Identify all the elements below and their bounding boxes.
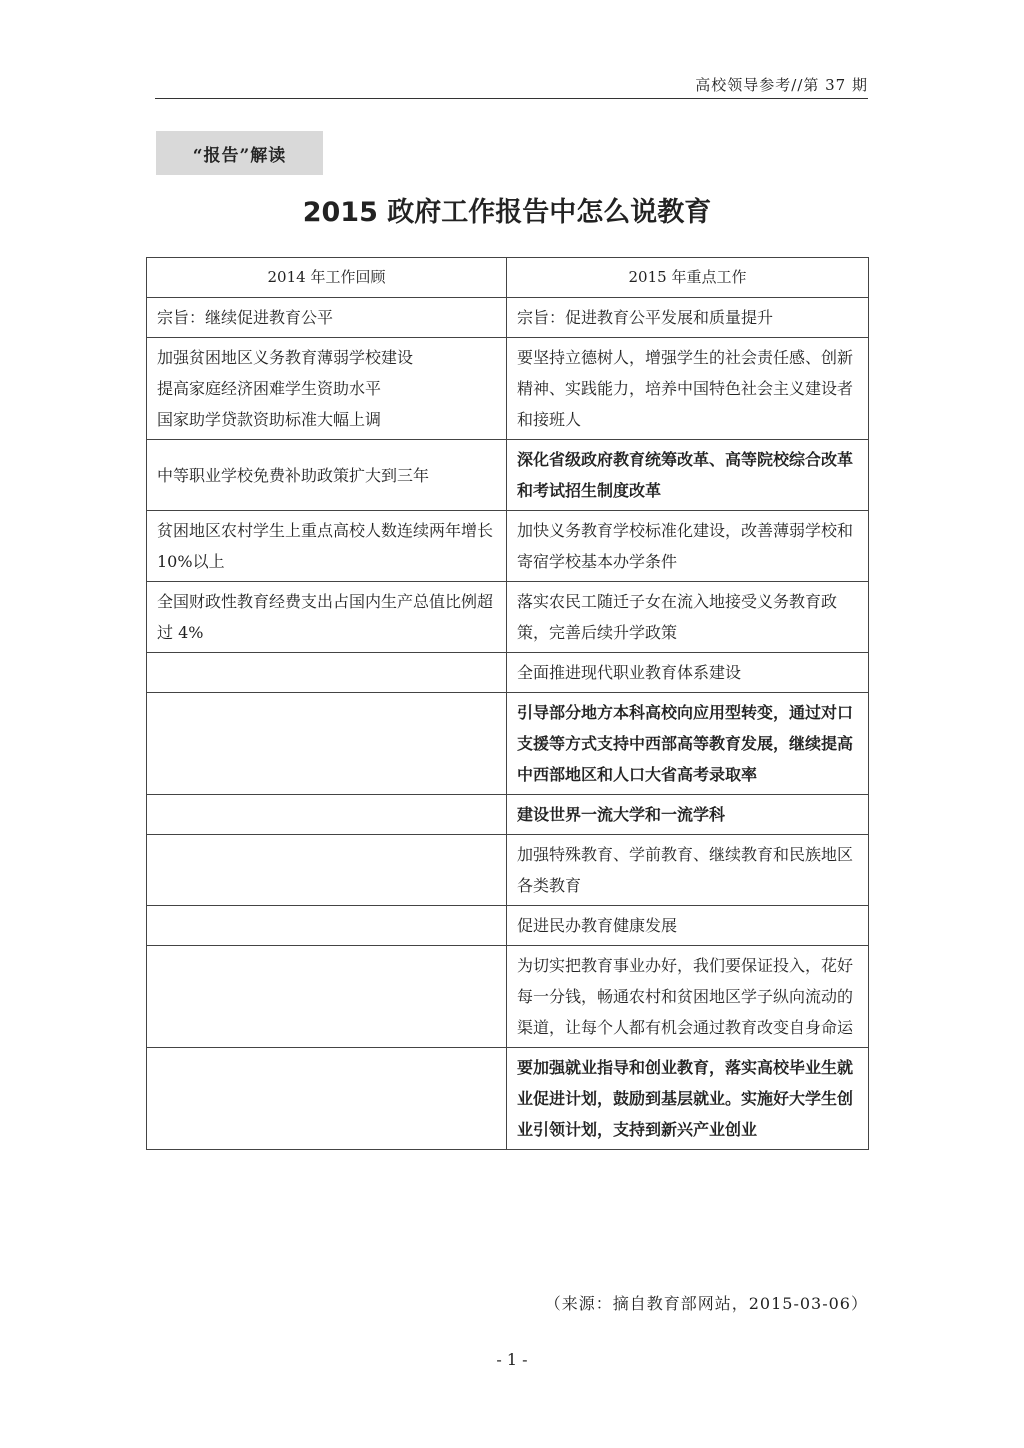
cell-2015-priority: 全面推进现代职业教育体系建设 bbox=[507, 653, 869, 693]
cell-2014-review: 中等职业学校免费补助政策扩大到三年 bbox=[147, 440, 507, 511]
table-row bbox=[147, 653, 869, 693]
cell-2014-review bbox=[147, 906, 507, 946]
cell-2015-priority: 促进民办教育健康发展 bbox=[507, 906, 869, 946]
cell-2015-priority: 落实农民工随迁子女在流入地接受义务教育政策，完善后续升学政策 bbox=[507, 582, 869, 653]
cell-2015-priority: 加强特殊教育、学前教育、继续教育和民族地区各类教育 bbox=[507, 835, 869, 906]
cell-2015-priority: 深化省级政府教育统筹改革、高等院校综合改革和考试招生制度改革 bbox=[507, 440, 869, 511]
cell-2015-priority: 宗旨：促进教育公平发展和质量提升 bbox=[507, 298, 869, 338]
cell-2014-review: 宗旨：继续促进教育公平 bbox=[147, 298, 507, 338]
table-row bbox=[147, 835, 869, 906]
section-tag: “报告”解读 bbox=[156, 131, 323, 175]
table-row bbox=[147, 298, 869, 338]
cell-2014-review bbox=[147, 946, 507, 1048]
cell-2014-review bbox=[147, 1048, 507, 1150]
table-row bbox=[147, 906, 869, 946]
cell-2015-priority: 引导部分地方本科高校向应用型转变，通过对口支援等方式支持中西部高等教育发展，继续提高中西部地区和人口大省高考录取率 bbox=[507, 693, 869, 795]
comparison-table bbox=[146, 257, 869, 1150]
cell-2014-review bbox=[147, 795, 507, 835]
cell-2014-review: 加强贫困地区义务教育薄弱学校建设 提高家庭经济困难学生资助水平 国家助学贷款资助标准大幅上调 bbox=[147, 338, 507, 440]
table-row bbox=[147, 946, 869, 1048]
col-header-2014: 2014 年工作回顾 bbox=[147, 258, 507, 298]
cell-2014-review bbox=[147, 693, 507, 795]
page-number: - 1 - bbox=[496, 1350, 528, 1369]
cell-2014-review bbox=[147, 835, 507, 906]
table-row bbox=[147, 511, 869, 582]
cell-2014-review bbox=[147, 653, 507, 693]
page-title: 2015 政府工作报告中怎么说教育 bbox=[302, 197, 712, 228]
table-row bbox=[147, 693, 869, 795]
running-header: 高校领导参考//第 37 期 bbox=[155, 74, 868, 99]
table-row bbox=[147, 795, 869, 835]
cell-2015-priority: 要坚持立德树人，增强学生的社会责任感、创新精神、实践能力，培养中国特色社会主义建设者和接班人 bbox=[507, 338, 869, 440]
cell-2015-priority: 建设世界一流大学和一流学科 bbox=[507, 795, 869, 835]
table-row bbox=[147, 582, 869, 653]
col-header-2015: 2015 年重点工作 bbox=[507, 258, 869, 298]
table-row bbox=[147, 338, 869, 440]
table-row bbox=[147, 1048, 869, 1150]
cell-2015-priority: 要加强就业指导和创业教育，落实高校毕业生就业促进计划，鼓励到基层就业。实施好大学生创业引领计划，支持到新兴产业创业 bbox=[507, 1048, 869, 1150]
cell-2015-priority: 为切实把教育事业办好，我们要保证投入，花好每一分钱，畅通农村和贫困地区学子纵向流动的渠道，让每个人都有机会通过教育改变自身命运 bbox=[507, 946, 869, 1048]
cell-2015-priority: 加快义务教育学校标准化建设，改善薄弱学校和寄宿学校基本办学条件 bbox=[507, 511, 869, 582]
cell-2014-review: 贫困地区农村学生上重点高校人数连续两年增长 10%以上 bbox=[147, 511, 507, 582]
source-note: （来源：摘自教育部网站，2015-03-06） bbox=[544, 1294, 868, 1313]
cell-2014-review: 全国财政性教育经费支出占国内生产总值比例超过 4% bbox=[147, 582, 507, 653]
table-header-row bbox=[147, 258, 869, 298]
table-row bbox=[147, 440, 869, 511]
